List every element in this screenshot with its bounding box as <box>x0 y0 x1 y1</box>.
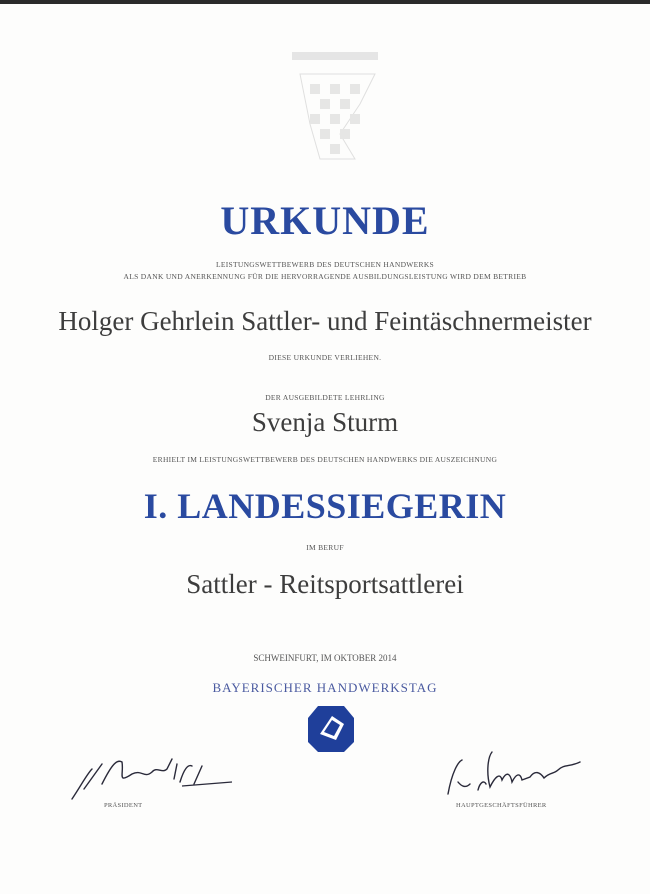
competition-line: LEISTUNGSWETTBEWERB DES DEUTSCHEN HANDWERKS <box>215 260 435 269</box>
received-line: ERHIELT IM LEISTUNGSWETTBEWERB DES DEUTSCHEN HANDWERKS DIE AUSZEICHNUNG <box>152 455 498 464</box>
apprentice-label: DER AUSGEBILDETE LEHRLING <box>265 393 385 402</box>
award-title: I. LANDESSIEGERIN <box>143 486 507 526</box>
profession-name: Sattler - Reitsportsattlerei <box>186 569 464 599</box>
president-signature-icon <box>62 744 237 804</box>
recognition-line: ALS DANK UND ANERKENNUNG FÜR DIE HERVORRAGENDE AUSBILDUNGSLEISTUNG WIRD DEM BETRIEB <box>123 272 527 281</box>
recipient-name: Svenja Sturm <box>251 407 399 437</box>
awarded-line: DIESE URKUNDE VERLIEHEN. <box>268 353 382 362</box>
president-label: PRÄSIDENT <box>104 802 143 809</box>
profession-label: IM BERUF <box>306 543 344 552</box>
coat-of-arms-watermark-icon <box>280 44 390 164</box>
handwerk-logo-icon <box>306 704 356 754</box>
certificate-title: URKUNDE <box>220 198 430 243</box>
organization-name: BAYERISCHER HANDWERKSTAG <box>212 680 438 695</box>
company-name: Holger Gehrlein Sattler- und Feintäschnermeister <box>58 306 592 336</box>
place-date: SCHWEINFURT, IM OKTOBER 2014 <box>253 653 397 663</box>
managing-director-signature-icon <box>440 732 590 802</box>
managing-director-label: HAUPTGESCHÄFTSFÜHRER <box>456 802 547 809</box>
